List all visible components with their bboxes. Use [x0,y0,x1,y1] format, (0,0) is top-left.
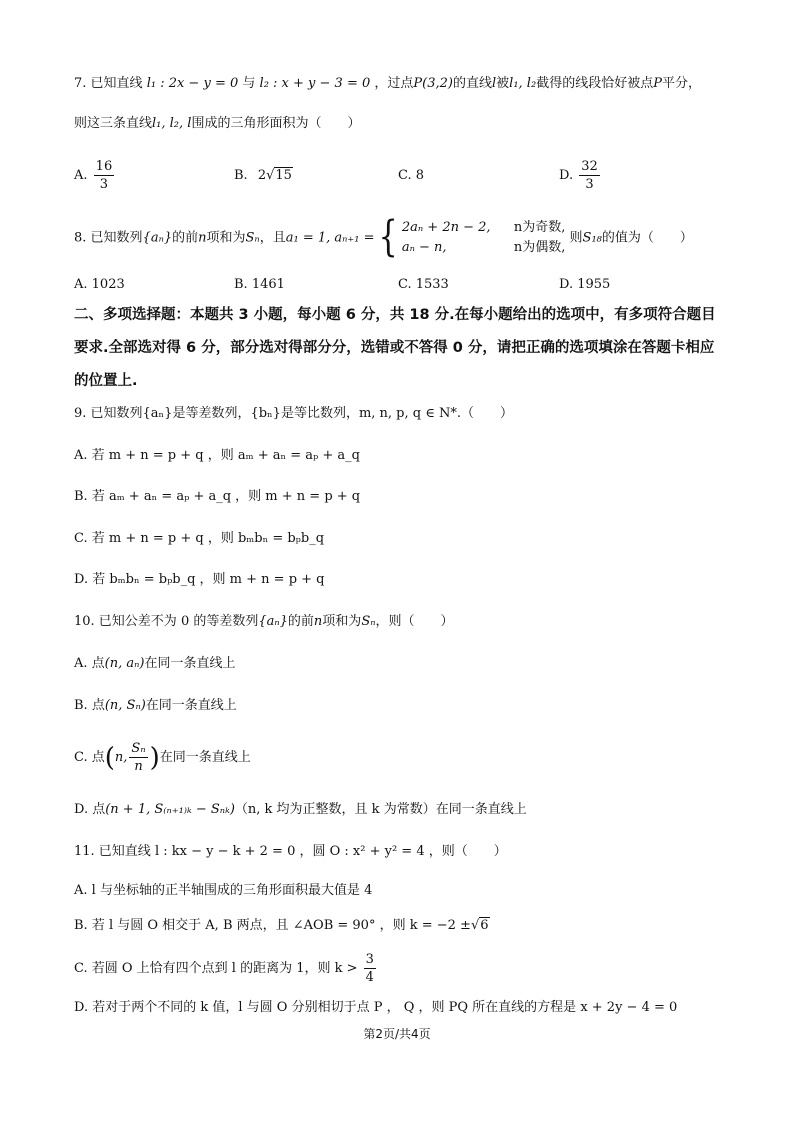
numerator: Sₙ [131,741,146,756]
q9-option-d: D. 若 bₘbₙ = bₚb_q ，则 m + n = p + q [74,572,325,587]
q9-option-c: C. 若 m + n = p + q ，则 bₘbₙ = bₚb_q [74,531,325,546]
q7-stem-line2 [74,114,360,134]
q11-c-fraction [364,951,376,986]
q7-text: ，过点 [374,76,414,91]
q8-option-d: D. 1955 [559,277,611,292]
page-footer: 第2页/共4页 [363,1027,431,1041]
q10-a-point: (n, aₙ) [104,656,145,671]
case-1-cond: n为奇数, [513,220,566,235]
piecewise-brace: { [378,212,398,262]
q8-text: 的前 [172,230,199,246]
q10-n: n [313,614,323,629]
q10-d-point: (n + 1, S₍ₙ₊₁₎ₖ − Sₙₖ) [105,802,235,817]
q7-text: 的直线 [452,76,492,91]
case-1 [402,218,566,238]
q7-text: 被 [496,76,510,91]
numerator: 16 [95,159,113,174]
q8-sequence: {aₙ} [142,230,173,246]
q10-b-point: (n, Sₙ) [104,698,146,713]
q10-stem [74,612,454,632]
q10-text: ，则（ ） [375,614,454,629]
q7-option-d-fraction [579,158,600,193]
section-2-heading: 二、多项选择题：本题共 3 小题，每小题 6 分，共 18 分.在每小题给出的选项中，有多项符合题目要求.全部选对得 6 分，部分选对得部分分，选错或不答得 0 分，请把正确的选项填涂在答题卡相应的位置上. [74,307,716,389]
q8-sn: Sₙ [245,230,260,246]
q10-same-line: 在同一条直线上 [145,698,237,713]
q11-option-d: D. 若对于两个不同的 k 值，l 与圆 O 分别相切于点 P ， Q ，则 PQ 所在直线的方程是 x + 2y − 4 = 0 [74,1000,678,1015]
q7-p: P [653,76,662,91]
q8-n: n [198,230,207,246]
option-label: B. [234,168,248,183]
sqrt-sign: √ [470,918,480,933]
radicand: 15 [275,168,292,183]
numerator: 32 [581,159,598,174]
piecewise-cases [402,218,566,258]
q10-c-n: n, [114,750,128,765]
option-label: C. 点 [74,750,105,765]
q10-text: 的前 [287,614,314,629]
q10-c-fraction [129,740,147,775]
q7-line-l: l [491,76,497,91]
option-label: B. 点 [74,698,105,713]
denominator: 4 [365,970,374,985]
q10-option-b [74,696,237,716]
denominator: n [134,759,143,774]
q10-text: 项和为 [322,614,362,629]
q9-stem: 9. 已知数列{aₙ}是等差数列，{bₙ}是等比数列，m, n, p, q ∈ N*.（ ） [74,406,513,421]
option-label: A. [74,168,88,183]
coefficient: 2 [257,168,267,183]
q8-text: 的值为（ ） [601,230,693,246]
case-1-expr: 2aₙ + 2n − 2, [401,220,491,235]
q9-option-b: B. 若 aₘ + aₙ = aₚ + a_q ，则 m + n = p + q [74,489,361,504]
paren-right: ) [149,742,160,773]
case-2 [402,238,566,258]
q8-s18: S₁₈ [582,230,602,246]
q7-option-c: C. 8 [398,168,425,183]
q11-option-b [74,916,490,936]
q7-text: 则这三条直线 [74,116,153,131]
q8-option-c: C. 1533 [398,277,449,292]
q8-recurrence: a₁ = 1, aₙ₊₁ = [285,230,375,246]
case-2-expr: aₙ − n, [401,240,447,255]
q10-sn: Sₙ [361,614,376,629]
q7-option-a-fraction [94,158,115,193]
q8-text: 则 [569,230,583,246]
q7-join: 与 [242,76,256,91]
q7-text: 截得的线段恰好被点 [536,76,654,91]
q10-sequence: {aₙ} [258,614,288,629]
q7-line-l2: l₂ : x + y − 3 = 0 [259,76,371,91]
q7-line-l1: l₁ : 2x − y = 0 [146,76,239,91]
q7-text: 围成的三角形面积为（ ） [191,116,361,131]
q7-l1l2: l₁, l₂ [509,76,537,91]
q9-option-a: A. 若 m + n = p + q ，则 aₘ + aₙ = aₚ + a_q [74,448,360,463]
q7-option-d [559,158,602,193]
sqrt-sign: √ [266,168,275,183]
numerator: 3 [365,952,374,967]
q10-option-d [74,800,527,820]
option-label: D. [559,168,574,183]
q10-same-line: 在同一条直线上 [159,750,251,765]
paren-left: ( [104,742,115,773]
q8-text: 项和为 [206,230,246,246]
q7-text: 平分， [661,76,701,91]
q8-stem [74,212,693,262]
q7-option-b [234,166,293,186]
q11-stem: 11. 已知直线 l : kx − y − k + 2 = 0 ，圆 O : x² + y² = 4 ，则（ ） [74,844,507,859]
q7-three-lines: l₁, l₂, l [152,116,192,131]
q11-c-text: C. 若圆 O 上恰有四个点到 l 的距离为 1，则 k > [74,961,358,976]
denominator: 3 [585,177,594,192]
q8-text: 8. 已知数列 [74,230,143,246]
q10-text: 10. 已知公差不为 0 的等差数列 [74,614,259,629]
denominator: 3 [99,177,109,192]
q7-stem-line1 [74,74,701,94]
radicand: 6 [480,918,489,933]
q10-same-line: 在同一条直线上 [144,656,236,671]
option-label: A. 点 [74,656,105,671]
q10-option-c [74,738,251,778]
q10-option-a [74,654,235,674]
q11-b-text: B. 若 l 与圆 O 相交于 A, B 两点，且 ∠AOB = 90° ，则 k = −2 ± [74,918,471,933]
q7-prefix: 7. 已知直线 [74,76,143,91]
q7-option-a [74,158,116,193]
q8-text: ，且 [259,230,286,246]
q11-option-c [74,950,378,988]
q10-d-note: （n, k 均为正整数，且 k 为常数）在同一条直线上 [234,802,527,817]
q7-point-p: P(3,2) [413,76,453,91]
q11-option-a: A. l 与坐标轴的正半轴围成的三角形面积最大值是 4 [74,883,373,898]
case-2-cond: n为偶数, [513,240,566,255]
q8-option-a: A. 1023 [74,277,125,292]
q8-option-b: B. 1461 [234,277,285,292]
option-label: D. 点 [74,802,106,817]
